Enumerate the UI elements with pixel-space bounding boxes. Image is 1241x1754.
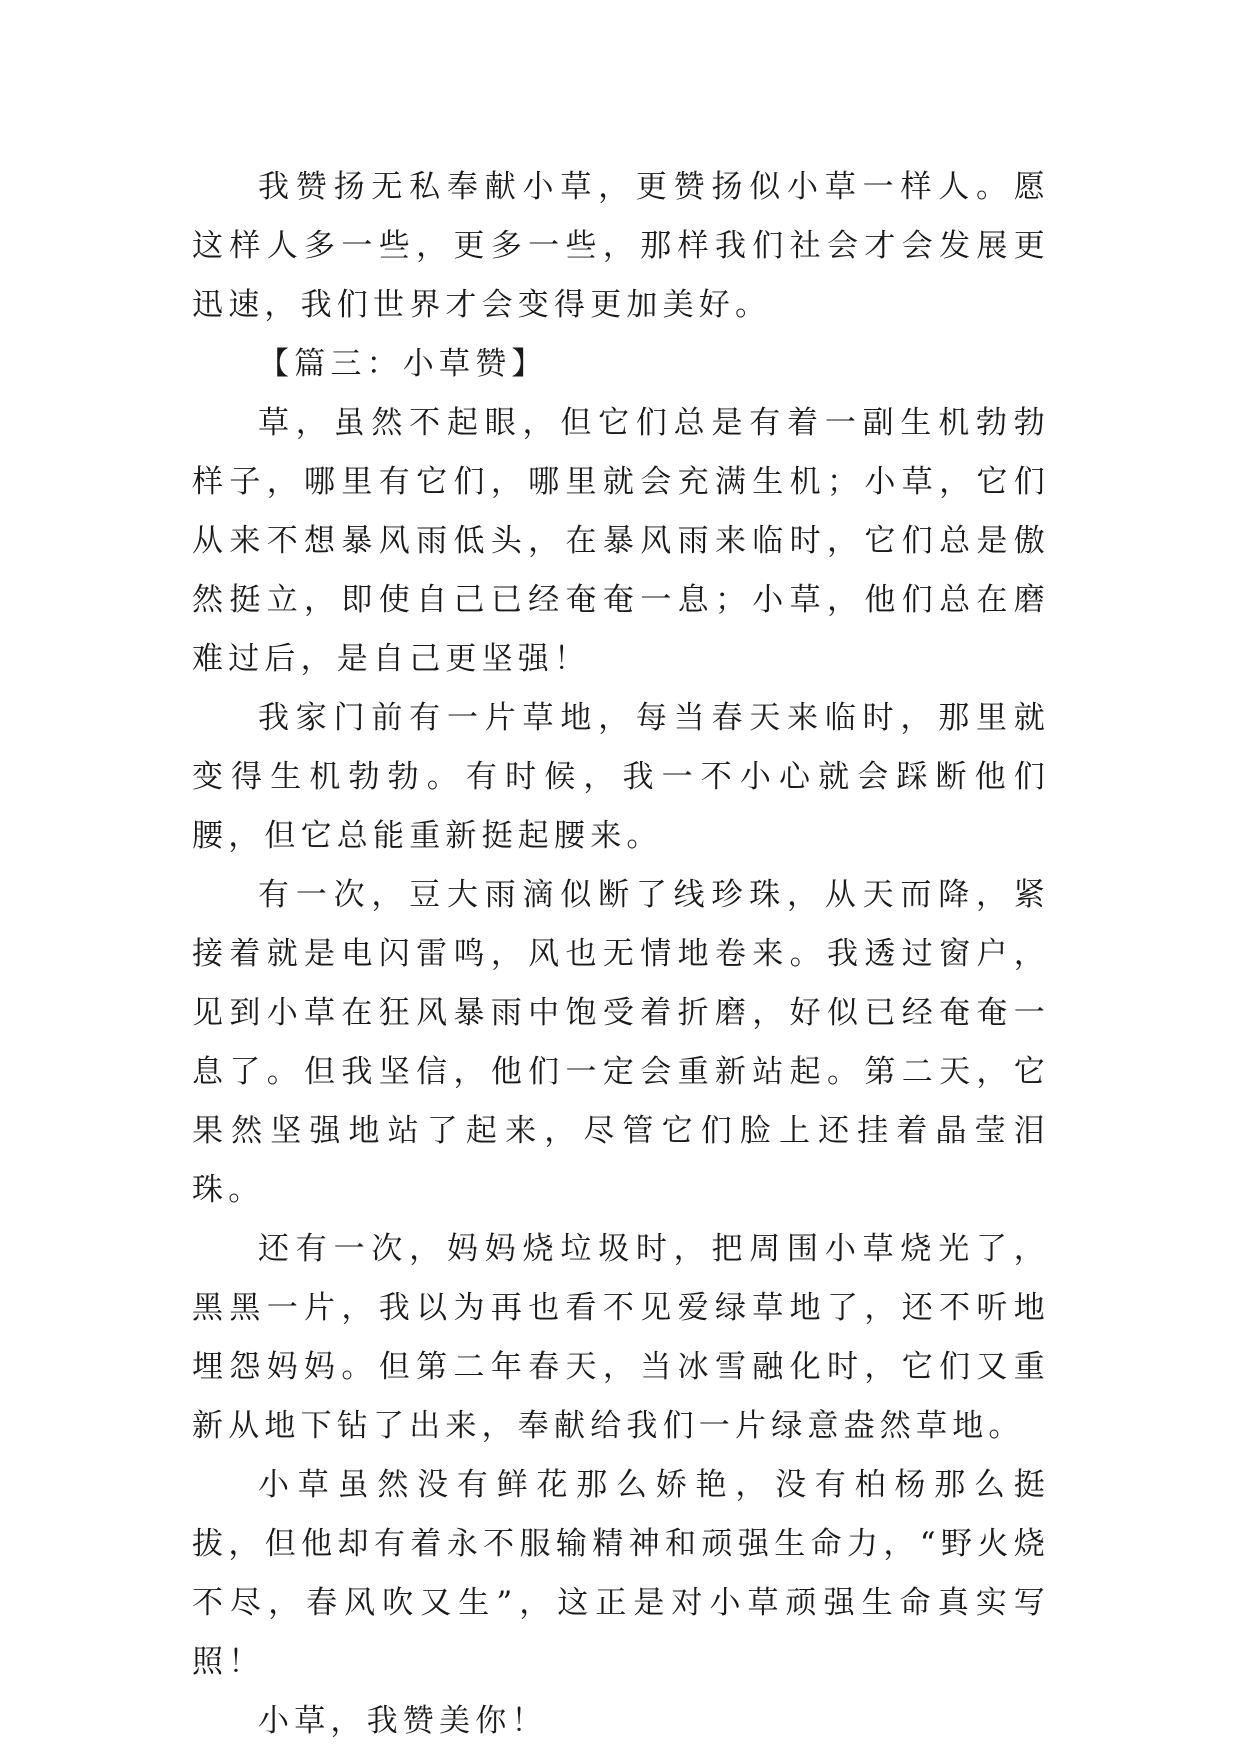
section-heading: 【篇三：小草赞】 — [258, 346, 548, 382]
paragraph-7: 小草，我赞美你！ — [258, 1703, 548, 1739]
paragraph-4: 有一次，豆大雨滴似断了线珍珠，从天而降，紧接着就是电闪雷鸣，风也无情地卷来。我透过窗户，见到小草在狂风暴雨中饱受着折磨，好似已经奄奄一息了。但我坚信，他们一定会重新站起。第二天，它果然坚强地站了起来，尽管它们脸上还挂着晶莹泪珠。 — [192, 877, 1050, 1208]
document-body — [192, 158, 1050, 1751]
paragraph-3: 我家门前有一片草地，每当春天来临时，那里就变得生机勃勃。有时候，我一不小心就会踩断他们腰，但它总能重新挺起腰来。 — [192, 700, 1050, 854]
paragraph-1: 我赞扬无私奉献小草，更赞扬似小草一样人。愿这样人多一些，更多一些，那样我们社会才会发展更迅速，我们世界才会变得更加美好。 — [192, 169, 1050, 323]
paragraph-5: 还有一次，妈妈烧垃圾时，把周围小草烧光了，黑黑一片，我以为再也看不见爱绿草地了，还不听地埋怨妈妈。但第二年春天，当冰雪融化时，它们又重新从地下钻了出来，奉献给我们一片绿意盎然草地。 — [192, 1231, 1050, 1444]
paragraph-6: 小草虽然没有鲜花那么娇艳，没有柏杨那么挺拔，但他却有着永不服输精神和顽强生命力，“野火烧不尽，春风吹又生”，这正是对小草顽强生命真实写照！ — [192, 1467, 1050, 1680]
paragraph-2: 草，虽然不起眼，但它们总是有着一副生机勃勃样子，哪里有它们，哪里就会充满生机；小草，它们从来不想暴风雨低头，在暴风雨来临时，它们总是傲然挺立，即使自己已经奄奄一息；小草，他们总在磨难过后，是自己更坚强！ — [192, 405, 1050, 677]
